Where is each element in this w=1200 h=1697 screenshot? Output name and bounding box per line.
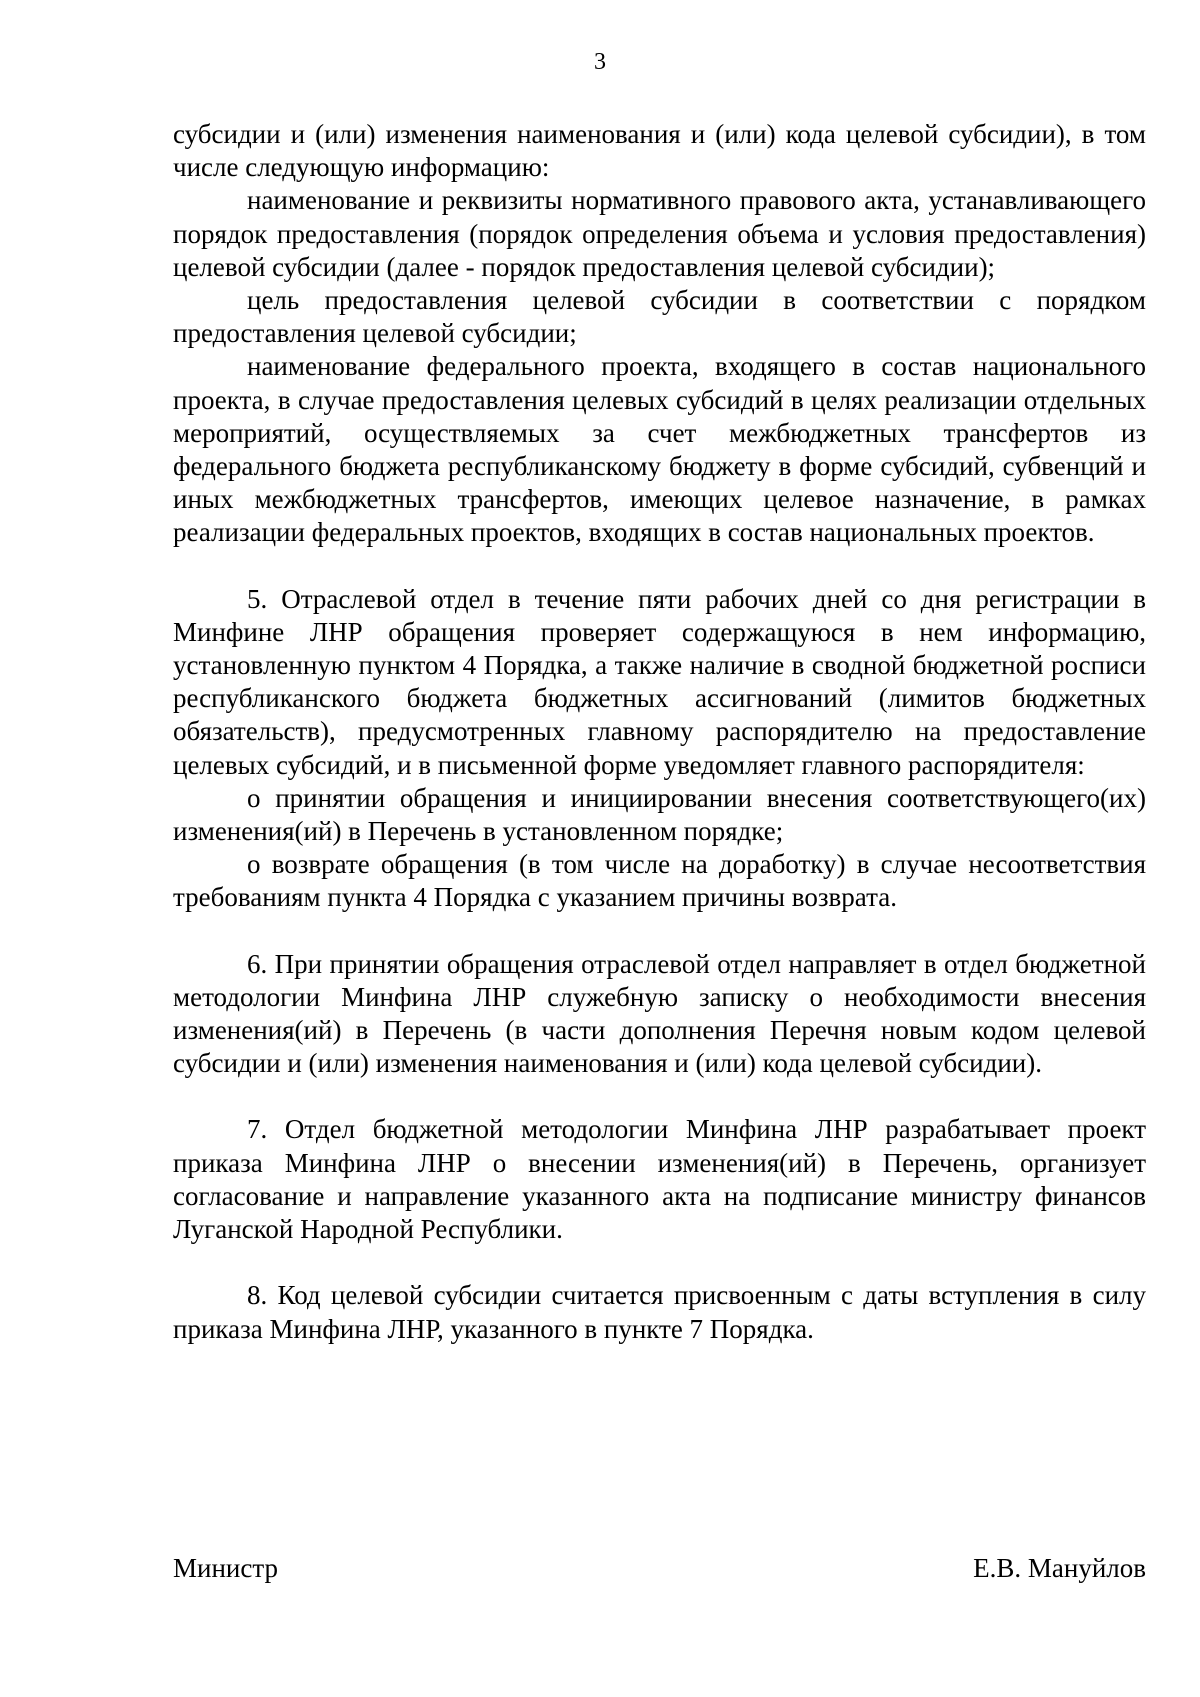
section-6-text: 6. При принятии обращения отраслевой отдел направляет в отдел бюджетной методологии Минфина ЛНР служебную записку о необходимости внесения изменения(ий) в Перечень (в части дополнения Перечня новым кодом целевой субсидии и (или) изменения наименования и (или) кода целевой субсидии). <box>173 948 1146 1079</box>
signature-name: Е.В. Мануйлов <box>973 1553 1146 1583</box>
signature-title: Министр <box>173 1553 278 1583</box>
document-body <box>173 118 1146 1346</box>
section-7-text: 7. Отдел бюджетной методологии Минфина ЛНР разрабатывает проект приказа Минфина ЛНР о внесении изменения(ий) в Перечень, организует согласование и направление указанного акта на подписание министру финансов Луганской Народной Республики. <box>173 1114 1146 1245</box>
section-5-option-2: о возврате обращения (в том числе на доработку) в случае несоответствия требованиям пункта 4 Порядка с указанием причины возврата. <box>173 849 1146 913</box>
signature-block <box>173 1551 1146 1585</box>
intro-continuation: субсидии и (или) изменения наименования и (или) кода целевой субсидии), в том числе следующую информацию: <box>173 119 1146 183</box>
section-5-option-1: о принятии обращения и инициировании внесения соответствующего(их) изменения(ий) в Перечень в установленном порядке; <box>173 782 1146 847</box>
intro-item-1: наименование и реквизиты нормативного правового акта, устанавливающего порядок предоставления (порядок определения объема и условия предоставления) целевой субсидии (далее - порядок предоставления целевой субсидии); <box>173 185 1146 282</box>
page-number: 3 <box>594 49 606 75</box>
section-5-text: 5. Отраслевой отдел в течение пяти рабочих дней со дня регистрации в Минфине ЛНР обращения проверяет содержащуюся в нем информацию, установленную пунктом 4 Порядка, а также наличие в сводной бюджетной росписи республиканского бюджета бюджетных ассигнований (лимитов бюджетных обязательств), предусмотренных главному распорядителю на предоставление целевых субсидий, и в письменной форме уведомляет главного распорядителя: <box>173 583 1146 780</box>
intro-item-3: наименование федерального проекта, входящего в состав национального проекта, в случае предоставления целевых субсидий в целях реализации отдельных мероприятий, осуществляемых за счет межбюджетных трансфертов из федерального бюджета республиканскому бюджету в форме субсидий, субвенций и иных межбюджетных трансфертов, имеющих целевое назначение, в рамках реализации федеральных проектов, входящих в состав национальных проектов. <box>173 351 1146 548</box>
intro-item-2: цель предоставления целевой субсидии в соответствии с порядком предоставления целевой субсидии; <box>173 285 1146 349</box>
section-8-text: 8. Код целевой субсидии считается присвоенным с даты вступления в силу приказа Минфина ЛНР, указанного в пункте 7 Порядка. <box>173 1280 1146 1344</box>
